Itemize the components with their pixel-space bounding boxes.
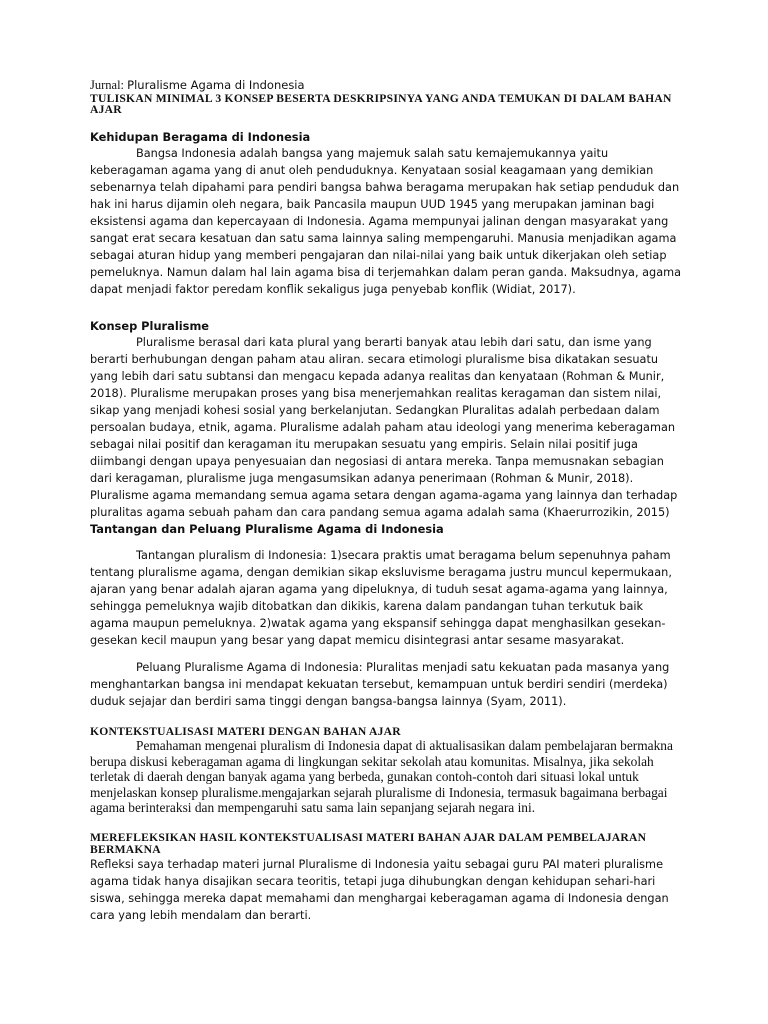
paragraph-refleksi: Refleksi saya terhadap materi jurnal Pluralisme di Indonesia yaitu sebagai guru PAI materi pluralisme agama tidak hanya disajikan secara teoritis, tetapi juga dihubungkan dengan kehidupan sehari-hari siswa, sehingga mereka dapat memahami dan menghargai keberagaman agama di Indonesia dengan cara yang lebih mendalam dan berarti.: [90, 857, 669, 922]
heading-kontekstualisasi: KONTEKSTUALISASI MATERI DENGAN BAHAN AJAR: [90, 725, 401, 738]
paragraph-konsep: Pluralisme berasal dari kata plural yang berarti banyak atau lebih dari satu, dan isme yang berarti berhubungan dengan paham atau aliran. secara etimologi pluralisme bisa dikatakan sesuatu yang lebih dari satu subtansi dan mengacu kepada adanya realitas dan kenyataan (Rohman & Munir, 2018). Pluralisme merupakan proses yang bisa menerjemahkan realitas keragaman dan sistem nilai, sikap yang menjadi kohesi sosial yang berkelanjutan. Sedangkan Pluralitas adalah perbedaan dalam persoalan budaya, etnik, agama. Pluralisme adalah paham atau ideologi yang menerima keberagaman sebagai nilai positif dan keragaman itu merupakan sesuatu yang empiris. Selain nilai positif juga diimbangi dengan upaya penyesuaian dan negosiasi di antara mereka. Tanpa memusnakan sebagian dari keragaman, pluralisme juga mengasumsikan adanya penerimaan (Rohman & Munir, 2018). Pluralisme agama memandang semua agama setara dengan agama-agama yang lainnya dan terhadap pluralitas agama sebuah paham dan cara pandang semua agama adalah sama (Khaerurrozikin, 2015): [90, 336, 678, 519]
jurnal-label: Jurnal:: [90, 78, 125, 92]
heading-kehidupan: Kehidupan Beragama di Indonesia: [90, 130, 311, 144]
paragraph-kehidupan: Bangsa Indonesia adalah bangsa yang majemuk salah satu kemajemukannya yaitu keberagaman agama yang di anut oleh penduduknya. Kenyataan sosial keagamaan yang demikian sebenarnya telah dipahami para pendiri bangsa bahwa beragama merupakan hak setiap penduduk dan hak ini harus dijamin oleh negara, baik Pancasila maupun UUD 1945 yang merupakan jaminan bagi eksistensi agama dan kepercayaan di Indonesia. Agama mempunyai jalinan dengan masyarakat yang sangat erat secara kesatuan dan satu sama lainnya saling mempengaruhi. Manusia menjadikan agama sebagai aturan hidup yang memberi pengajaran dan nilai-nilai yang baik untuk dikerjakan oleh setiap pemeluknya. Namun dalam hal lain agama bisa di terjemahkan dalam peran ganda. Maksudnya, agama dapat menjadi faktor peredam konflik sekaligus juga penyebab konflik (Widiat, 2017).: [90, 147, 682, 296]
paragraph-kontekstualisasi: Pemahaman mengenai pluralism di Indonesia dapat di aktualisasikan dalam pembelajaran bermakna berupa diskusi keberagaman agama di lingkungan sekitar sekolah atau komunitas. Misalnya, jika sekolah terletak di daerah dengan banyak agama yang berbeda, gunakan contoh-contoh dari situasi lokal untuk menjelaskan konsep pluralisme.mengajarkan sejarah pluralisme di Indonesia, termasuk bagaimana berbagai agama berinteraksi dan mempengaruhi satu sama lain sepanjang sejarah negara ini.: [90, 738, 673, 816]
paragraph-tantangan: Tantangan pluralism di Indonesia: 1)secara praktis umat beragama belum sepenuhnya paham tentang pluralisme agama, dengan demikian sikap eksluvisme beragama justru muncul kepermukaan, ajaran yang benar adalah ajaran agama yang dipeluknya, di tuduh sesat agama-agama yang lainnya, sehingga pemeluknya wajib ditobatkan dan dikikis, karena dalam pandangan tuhan terkutuk baik agama maupun pemeluknya. 2)watak agama yang ekspansif sehingga dapat menghasilkan gesekan-gesekan kecil maupun yang besar yang dapat memicu disintegrasi antar sesame masyarakat.: [90, 549, 672, 647]
jurnal-title: Pluralisme Agama di Indonesia: [127, 78, 305, 92]
paragraph-peluang: Peluang Pluralisme Agama di Indonesia: Pluralitas menjadi satu kekuatan pada masanya yang menghantarkan bangsa ini mendapat kekuatan tersebut, kemampuan untuk berdiri sendiri (merdeka) duduk sejajar dan berdiri sama tinggi dengan bangsa-bangsa lainnya (Syam, 2011).: [90, 661, 670, 708]
heading-refleksi: MEREFLEKSIKAN HASIL KONTEKSTUALISASI MATERI BAHAN AJAR DALAM PEMBELAJARAN BERMAKNA: [90, 830, 647, 856]
heading-tantangan: Tantangan dan Peluang Pluralisme Agama di Indonesia: [90, 522, 444, 536]
document-page: [90, 78, 682, 924]
heading-konsep: Konsep Pluralisme: [90, 319, 210, 333]
jurnal-line: [90, 78, 682, 93]
task-instruction: TULISKAN MINIMAL 3 KONSEP BESERTA DESKRIPSINYA YANG ANDA TEMUKAN DI DALAM BAHAN AJAR: [90, 92, 672, 116]
